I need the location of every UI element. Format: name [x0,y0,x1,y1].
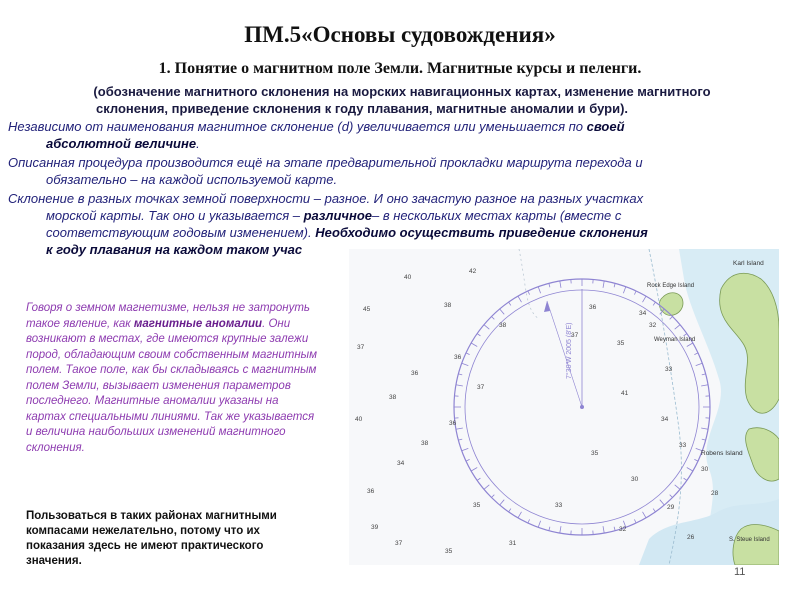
depth-value: 34 [397,460,405,467]
depth-value: 39 [371,524,379,531]
depth-value: 45 [363,306,371,313]
compass-tick [603,526,604,533]
compass-tick [614,527,615,531]
depth-value: 35 [591,450,599,457]
compass-tick [696,363,703,365]
page-number: 11 [734,566,746,578]
para3-bold-line-4: к году плавания на каждом таком учас [46,242,303,257]
compass-tick [643,512,647,518]
para3-line-2-end: – в нескольких местах карты (вместе с [372,208,622,223]
compass-tick [471,468,477,472]
depth-value: 36 [367,488,375,495]
depth-value: 33 [555,502,563,509]
anomalies-term: магнитные аномалии [133,317,263,330]
island-small [659,293,683,316]
para3-bold-necessary: Необходимо осуществить приведение склонения [315,225,648,240]
depth-value: 28 [711,490,719,497]
para2-line-1: Описанная процедура производится ещё на этапе предварительной прокладки маршрута перехода и [8,155,643,170]
compass-tick [643,296,647,302]
compass-tick [603,281,604,288]
compass-tick [701,428,708,429]
depth-value: 40 [355,416,363,423]
section-subtitle: 1. Понятие о магнитном поле Земли. Магнитные курсы и пеленги. [158,60,642,77]
compass-tick [456,385,463,386]
depth-value: 38 [389,394,397,401]
depth-value: 36 [589,304,597,311]
label-karl-island: Karl Island [733,260,764,267]
compass-tick [702,439,706,440]
depth-value: 35 [445,548,453,555]
compass-rose [454,279,710,535]
compass-tick [623,287,625,294]
compass-tick [634,519,636,523]
depth-value: 33 [665,366,673,373]
compass-tick [694,353,698,355]
depth-value: 42 [469,268,477,275]
depth-value: 34 [639,310,647,317]
depth-value: 38 [499,322,507,329]
depth-value: 38 [444,302,452,309]
depth-value: 26 [687,534,695,541]
compass-tick [538,287,540,294]
depth-value: 41 [621,390,629,397]
paragraph-3 [8,190,783,258]
compass-tick [549,283,550,287]
para1-text: Независимо от наименования магнитное склонение (d) увеличивается или уменьшается по [8,119,587,134]
depth-value: 29 [667,504,675,511]
para1-bold-2: абсолютной величине [46,136,197,151]
subtitle-parenthetical [22,83,782,117]
compass-tick [560,526,561,533]
depth-value: 36 [449,420,457,427]
para1-bold-1: своей [586,119,625,134]
depth-value: 31 [509,540,517,547]
compass-tick [684,478,687,480]
para2-line-2: обязательно – на каждой используемой карте. [46,172,338,187]
compass-tick [528,291,530,295]
compass-tick [675,325,680,329]
depth-value: 34 [661,416,669,423]
compass-tick [634,291,636,295]
depth-value: 37 [571,332,579,339]
compass-tick [462,363,469,365]
compass-tick [538,521,540,528]
compass-tick [458,374,462,375]
compass-tick [670,495,673,498]
compass-tick [675,485,680,489]
compass-tick [653,509,655,512]
compass-tick [687,468,693,472]
paragraph-2 [8,154,783,188]
compass-tick [653,302,655,305]
compass-tick [466,353,470,355]
compass-tick [458,439,462,440]
compass-tick [702,374,706,375]
compass-tick [471,343,477,347]
depth-value: 40 [404,274,412,281]
para3-line-3: соответствующим годовым изменением). [46,225,316,240]
compass-tick [560,281,561,288]
anomalies-text-part1: Говоря о земном магнетизме, нельзя не затронуть такое явление, как [26,302,310,330]
compass-tick [518,296,522,302]
depth-value: 37 [477,384,485,391]
paren-line-2: склонения, приведение склонения к году плавания, магнитные аномалии и бури). [96,101,629,116]
compass-tick [660,500,664,505]
depth-value: 32 [649,322,657,329]
label-robens-island: Robens Island [701,450,743,457]
para3-line-1: Склонение в разных точках земной поверхности – разное. И оно зачастую разное на разных участках [8,191,644,206]
depth-value: 32 [619,526,627,533]
label-weyman-island: Weyman Island [654,337,696,343]
depth-value: 30 [701,466,709,473]
compass-tick [484,325,489,329]
magnetic-anomalies-text [26,301,321,456]
depth-value: 35 [617,340,625,347]
compass-tick [491,316,494,319]
compass-tick [456,428,463,429]
para3-bold-different: различное [303,208,373,223]
compass-tick [466,459,470,461]
compass-tick [701,385,708,386]
compass-tick [670,316,673,319]
compass-tick [477,478,480,480]
compass-tick [462,448,469,450]
compass-tick [509,302,511,305]
paragraph-1 [8,118,783,152]
label-steue-island: S. Steue Island [729,537,770,543]
compass-tick [477,334,480,336]
para1-period: . [196,136,200,151]
depth-value: 30 [631,476,639,483]
island-steue [733,525,779,565]
para3-line-2: морской карты. Так оно и указывается – [46,208,304,223]
compass-tick [491,495,494,498]
compass-warning-text: Пользоваться в таких районах магнитными компасами нежелательно, потому что их показания здесь не имеют практического значения. [26,510,277,567]
compass-tick [684,334,687,336]
depth-value: 38 [421,440,429,447]
compass-tick [687,343,693,347]
rose-variation-text: 7°30'W 2005 (8'E) [566,322,573,379]
compass-tick [509,509,511,512]
depth-value: 33 [679,442,687,449]
depth-value: 35 [473,502,481,509]
compass-tick [528,519,530,523]
compass-tick [518,512,522,518]
depth-value: 36 [454,354,462,361]
label-rock-edge: Rock Edge Island [647,283,695,289]
compass-tick [694,459,698,461]
nautical-chart-image [349,249,779,565]
anomalies-text-part2: . Они возникают в местах, где имеются крупные залежи пород, обладающим своим собственным магнитным полем. Такое поле, как бы складываясь с магнитным полем Земли, вызывает изменения параметров последнего. Магнитные аномалии указаны на картах специальными линиями. Так же указывается и величина наибольших изменений магнитного склонения. [26,317,318,454]
compass-tick [500,500,504,505]
compass-tick [500,309,504,314]
depth-value: 37 [395,540,403,547]
compass-tick [484,485,489,489]
paren-line-1: (обозначение магнитного склонения на морских навигационных картах, изменение магнитного [93,84,711,99]
compass-tick [614,283,615,287]
compass-tick [549,527,550,531]
depth-value: 37 [357,344,365,351]
depth-value: 36 [411,370,419,377]
page-title: ПМ.5«Основы судовождения» [244,22,556,47]
